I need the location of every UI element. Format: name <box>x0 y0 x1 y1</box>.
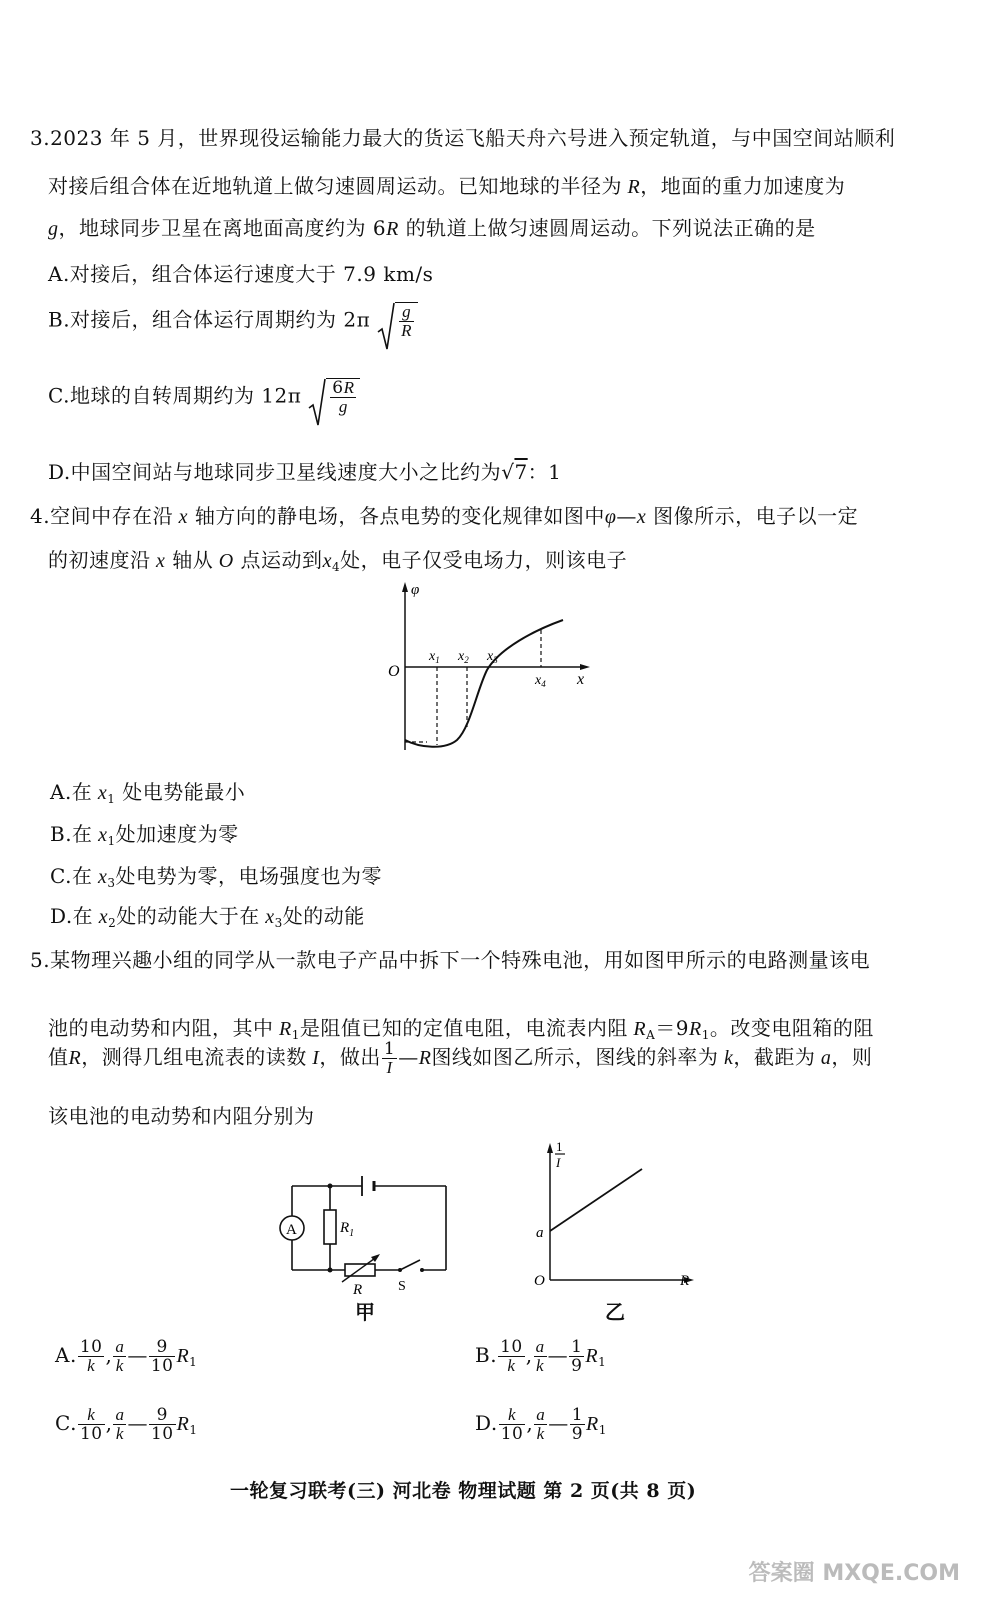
origin-label: O <box>388 663 400 680</box>
origin2-label: O <box>534 1273 545 1289</box>
q3-option-a: A.对接后，组合体运行速度大于 7.9 km/s <box>48 262 434 286</box>
y-axis-num: 1 <box>556 1139 563 1154</box>
watermark: 答案圈 MXQE.COM <box>748 1561 960 1586</box>
r-label: R <box>353 1282 363 1298</box>
q5-option-a: A. $\frac{10}{k}$ , $\frac{a}{k}$ — $\frac{9}{10}$ $R_1$ <box>55 1337 198 1376</box>
figure-yi-caption: 乙 <box>605 1300 626 1324</box>
switch-label: S <box>398 1279 406 1294</box>
q3-option-c: C.地球的自转周期约为 12π $\frac{6R}{g}$ <box>48 378 360 416</box>
q4-option-d: D.在 $x_2$处的动能大于在 $x_3$处的动能 <box>50 904 365 930</box>
q4-option-c: C.在 $x_3$处电势为零，电场强度也为零 <box>50 864 382 890</box>
q3-line2: 对接后组合体在近地轨道上做匀速圆周运动。已知地球的半径为 R，地面的重力加速度为 <box>48 174 846 198</box>
x4-label: $x_4$ <box>535 673 546 689</box>
sqrt-6r-over-g: $\frac{6R}{g}$ <box>308 378 360 416</box>
q4-line1: 4.空间中存在沿 x 轴方向的静电场，各点电势的变化规律如图中φ—x 图像所示，电子以一定 <box>30 504 859 528</box>
figure-jia-caption: 甲 <box>355 1300 376 1324</box>
q5-line2: 池的电动势和内阻，其中 $R_1$是阻值已知的定值电阻，电流表内阻 $R_A=9R_1$。改变电阻箱的阻 <box>48 1016 874 1042</box>
q5-option-c: C. $\frac{k}{10}$ , $\frac{a}{k}$ — $\frac{9}{10}$ $R_1$ <box>55 1405 198 1444</box>
q3-line1: 3.2023 年 5 月，世界现役运输能力最大的货运飞船天舟六号进入预定轨道，与中国空间站顺利 <box>30 126 896 150</box>
intercept-label: a <box>536 1225 544 1241</box>
x3-label: $x_3$ <box>487 649 498 665</box>
q5-option-b: B. $\frac{10}{k}$ , $\frac{a}{k}$ — $\frac{1}{9}$ $R_1$ <box>475 1337 607 1376</box>
phi-axis-label: φ <box>411 582 420 598</box>
x-axis-label: x <box>577 671 585 688</box>
x1-label: $x_1$ <box>429 649 440 665</box>
q3-option-b: B.对接后，组合体运行周期约为 2π $\frac{g}{R}$ <box>48 302 418 340</box>
page-footer: 一轮复习联考(三) 河北卷 物理试题 第 2 页(共 8 页) <box>230 1480 697 1502</box>
q3-option-d: D.中国空间站与地球同步卫星线速度大小之比约为√7：1 <box>48 460 562 484</box>
q4-line2: 的初速度沿 x 轴从 O 点运动到$x_4$处，电子仅受电场力，则该电子 <box>48 548 628 574</box>
q5-line1: 5.某物理兴趣小组的同学从一款电子产品中拆下一个特殊电池，用如图甲所示的电路测量该电 <box>30 948 871 972</box>
y-axis-den: I <box>556 1155 561 1170</box>
q3-line3: g，地球同步卫星在离地面高度约为 6R 的轨道上做匀速圆周运动。下列说法正确的是 <box>48 216 816 240</box>
q4-option-a: A.在 $x_1$ 处电势能最小 <box>50 780 246 806</box>
q5-line3: 值R，测得几组电流表的读数 I，做出 $\frac{1}{I}$ —R图线如图乙所示，图线的斜率为 k，截距为 a，则 <box>48 1039 873 1077</box>
sqrt-g-over-r: $\frac{g}{R}$ <box>377 302 418 340</box>
r1-label: $R_1$ <box>340 1220 355 1239</box>
inverse-i-vs-r-graph <box>528 1135 698 1295</box>
ammeter-label: A <box>286 1222 297 1238</box>
q4-option-b: B.在 $x_1$处加速度为零 <box>50 822 239 848</box>
phi-x-graph <box>385 580 595 760</box>
x2-label: $x_2$ <box>458 649 469 665</box>
q5-line4: 该电池的电动势和内阻分别为 <box>48 1104 315 1128</box>
r-axis-label: R <box>680 1273 690 1289</box>
q5-option-d: D. $\frac{k}{10}$ , $\frac{a}{k}$ — $\frac{1}{9}$ $R_1$ <box>475 1405 607 1444</box>
